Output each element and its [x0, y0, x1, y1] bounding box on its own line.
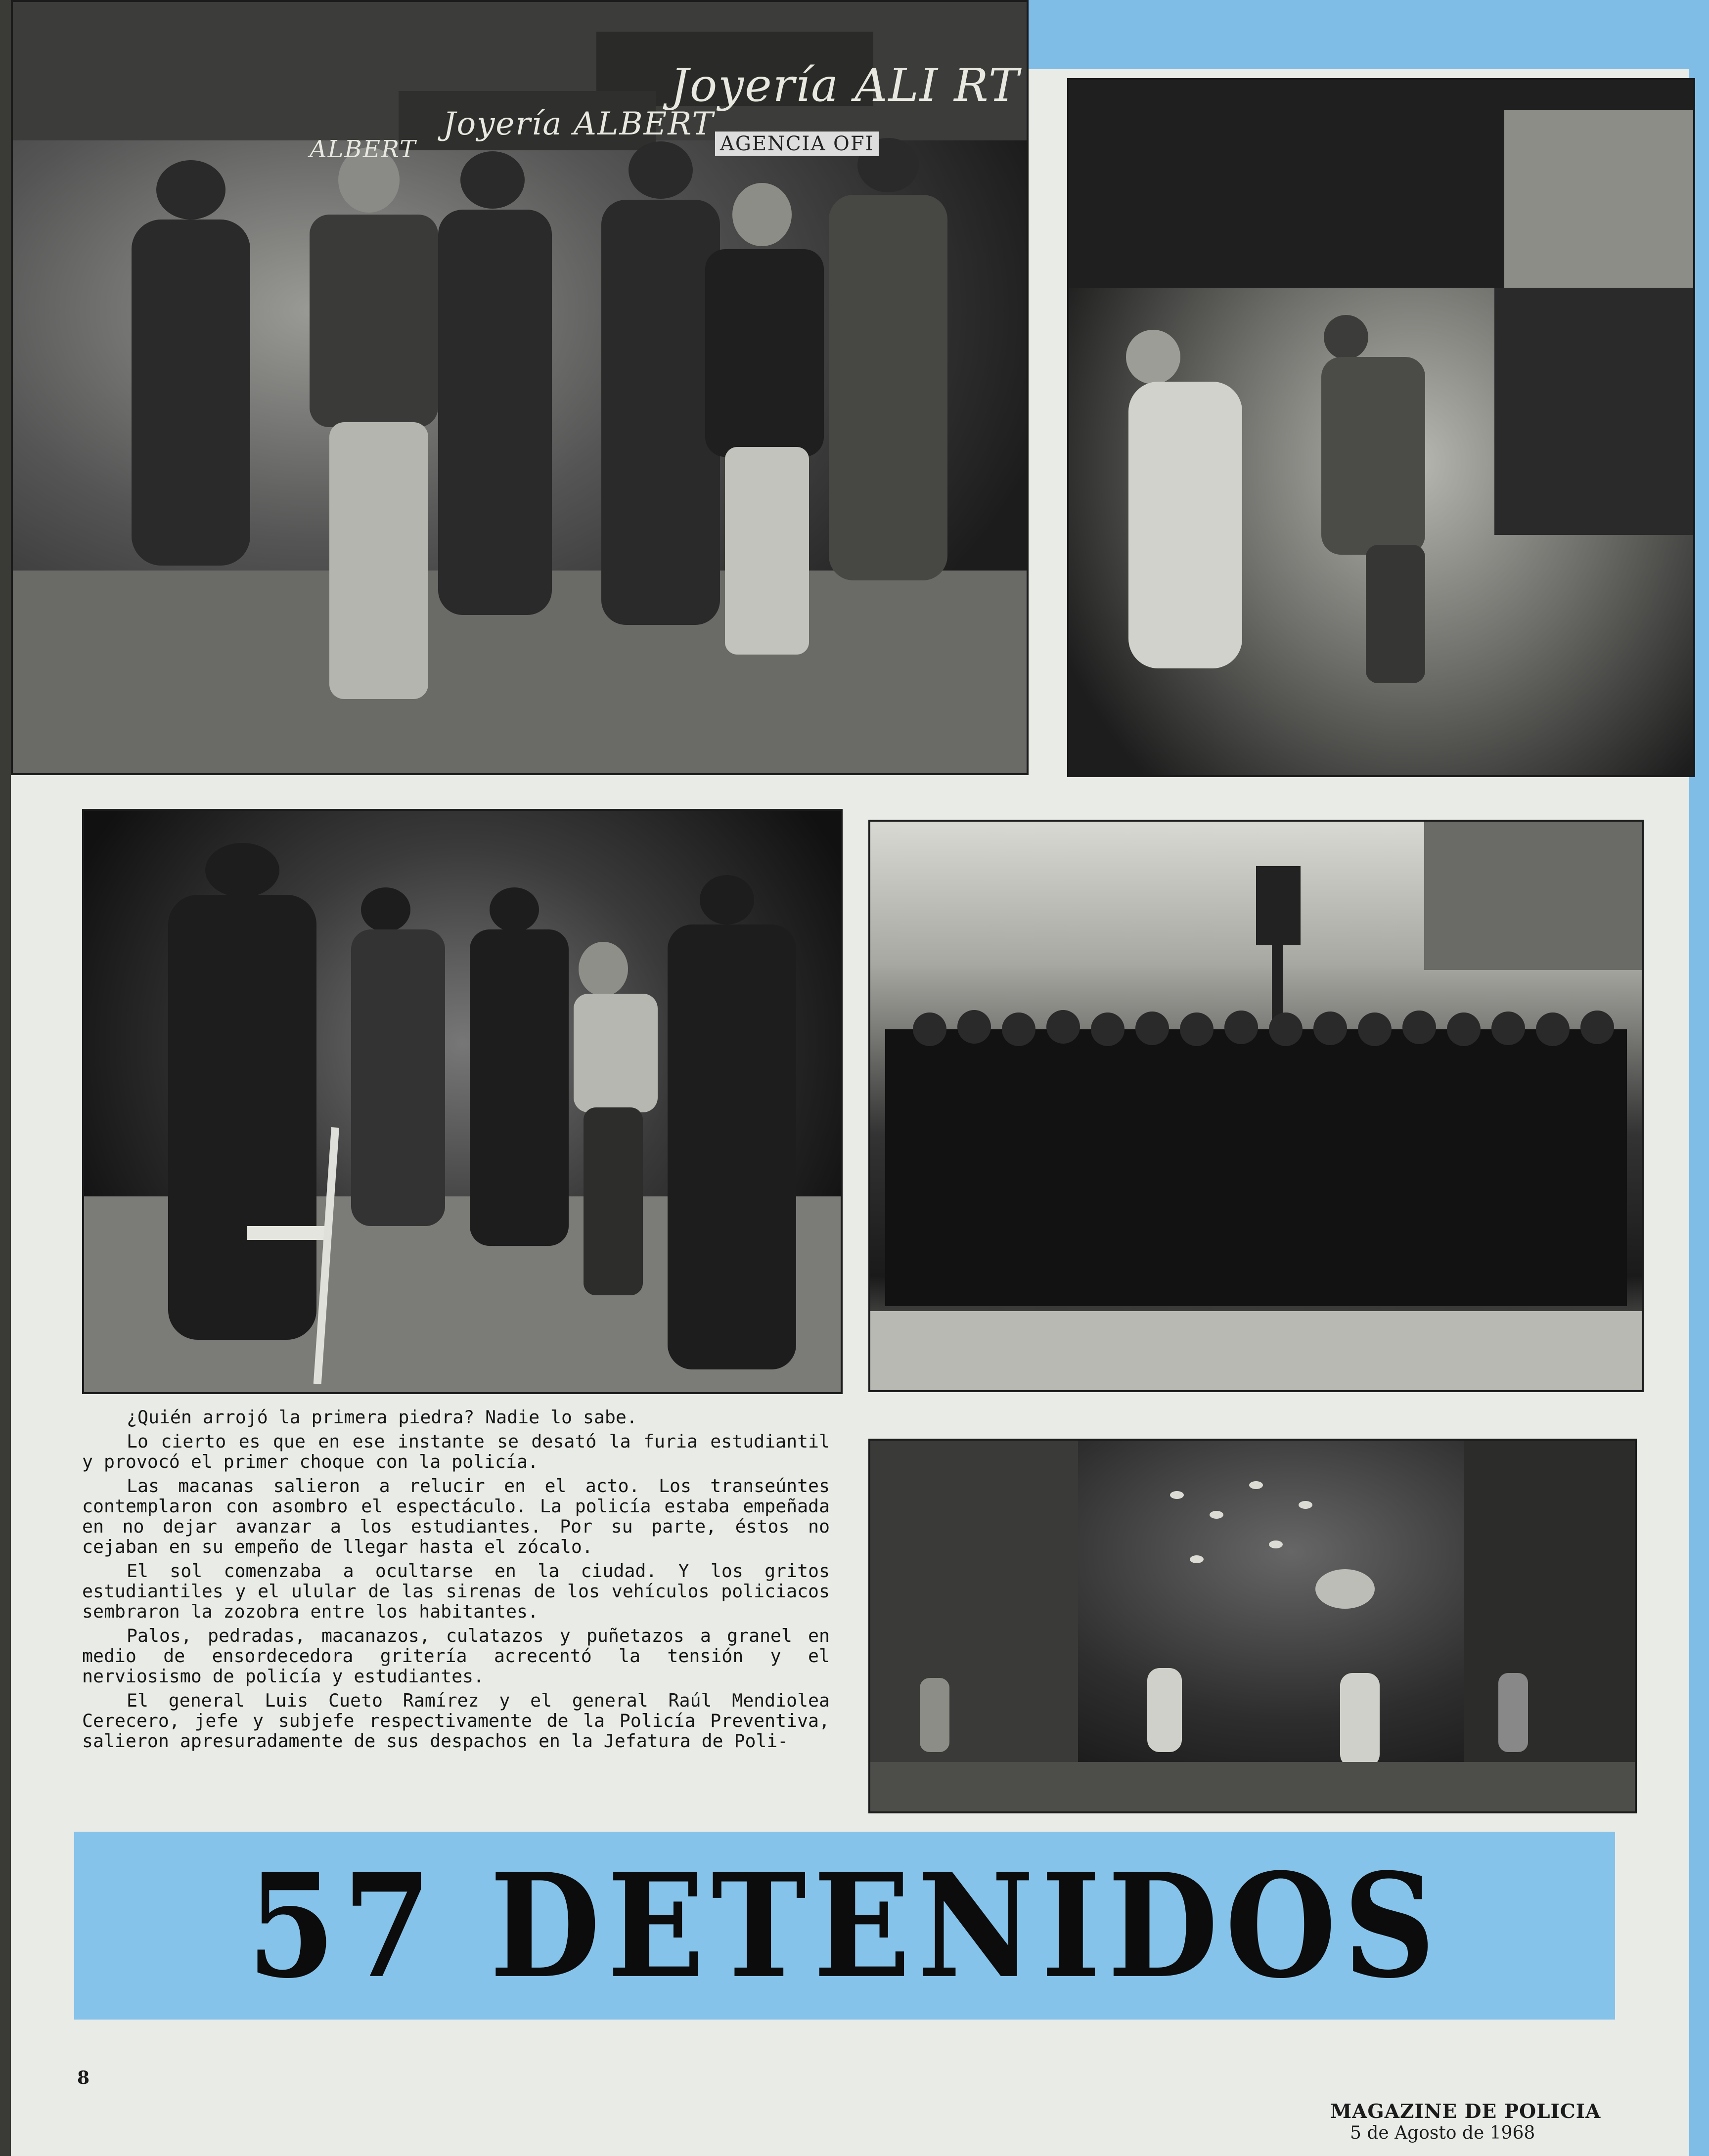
sign-joyeria-albert-2: Joyería ALI RT: [671, 59, 1020, 112]
photo-police-running: [1067, 78, 1695, 777]
footer-issue-date: 5 de Agosto de 1968: [1350, 2123, 1535, 2143]
article-paragraph-2: Lo cierto es que en ese instante se desató la furia estudiantil y provocó el primer choque con la policía.: [82, 1431, 830, 1472]
headline-57-detenidos: 57 DETENIDOS: [247, 1842, 1442, 2010]
footer: [1330, 2100, 1627, 2143]
article-paragraph-5: Palos, pedradas, macanazos, culatazos y puñetazos a granel en medio de ensordecedora gritería acrecentó la tensión y el nerviosismo de policía y estudiantes.: [82, 1625, 830, 1687]
photo-police-escort-detainees: [11, 0, 1029, 775]
article-paragraph-6: El general Luis Cueto Ramírez y el general Raúl Mendiolea Cerecero, jefe y subjefe respectivamente de la Policía Preventiva, salieron apresuradamente de sus despachos en la Jefatura de Poli-: [82, 1690, 830, 1752]
article-paragraph-4: El sol comenzaba a ocultarse en la ciudad. Y los gritos estudiantiles y el ulular de las sirenas de los vehículos policiacos sembraron la zozobra entre los habitantes.: [82, 1560, 830, 1622]
photo-police-clash-student: [82, 809, 843, 1394]
page-number: 8: [77, 2068, 90, 2088]
sign-albert-small: ALBERT: [310, 135, 417, 163]
photo-riot-police-line: [868, 820, 1644, 1392]
photo-2-illustration: [1069, 80, 1693, 775]
sign-agencia: AGENCIA OFI: [715, 132, 879, 156]
page-binding-edge: [0, 0, 11, 2156]
photo-night-street-crowd: [868, 1439, 1637, 1813]
headline-band: [74, 1832, 1615, 2020]
sign-joyeria-albert-1: Joyería ALBERT: [443, 106, 714, 142]
footer-magazine-name: MAGAZINE DE POLICIA: [1330, 2100, 1601, 2123]
photo-4-illustration: [870, 822, 1642, 1390]
article-paragraph-1: ¿Quién arrojó la primera piedra? Nadie lo sabe.: [127, 1407, 637, 1428]
photo-3-illustration: [84, 811, 841, 1392]
blue-strip-top: [1024, 0, 1709, 69]
article-paragraph-3: Las macanas salieron a relucir en el acto. Los transeúntes contemplaron con asombro el espectáculo. La policía estaba empeñada en no dejar avanzar a los estudiantes. Por su parte, éstos no cejaban en su empeño de llegar hasta el zócalo.: [82, 1475, 830, 1557]
photo-5-illustration: [870, 1441, 1635, 1811]
article-body: [82, 1407, 830, 1755]
